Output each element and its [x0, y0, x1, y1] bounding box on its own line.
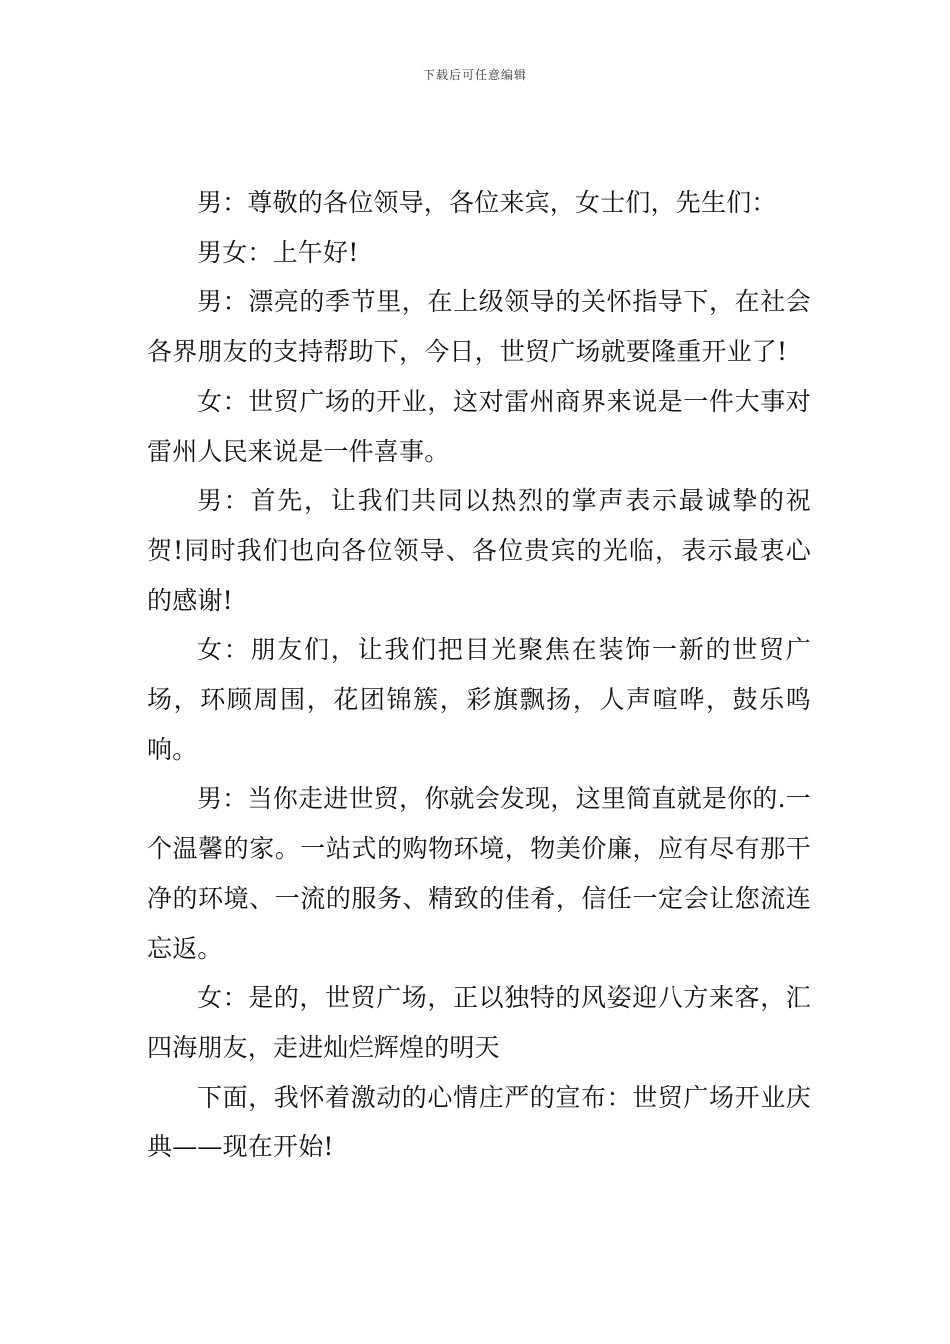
- paragraph-shopping-environment: 男：当你走进世贸，你就会发现，这里简直就是你的.一个温馨的家。一站式的购物环境，物美价廉，应有尽有那干净的环境、一流的服务、精致的佳肴，信任一定会让您流连忘返。: [147, 784, 811, 963]
- paragraph-declaration: 下面，我怀着激动的心情庄严的宣布：世贸广场开业庆典——现在开始!: [147, 1082, 811, 1162]
- paragraph-greeting: 男：尊敬的各位领导，各位来宾，女士们，先生们：: [197, 188, 777, 217]
- paragraph-significance: 女：世贸广场的开业，这对雷州商界来说是一件大事对雷州人民来说是一件喜事。: [147, 386, 811, 466]
- paragraph-scene-description: 女：朋友们，让我们把目光聚焦在装饰一新的世贸广场，环顾周围，花团锦簇，彩旗飘扬，人声喧哗，鼓乐鸣响。: [147, 635, 811, 764]
- page-header-note: 下载后可任意编辑: [422, 68, 527, 82]
- paragraph-good-morning: 男女：上午好!: [197, 237, 359, 267]
- paragraph-opening-announcement: 男：漂亮的季节里，在上级领导的关怀指导下，在社会各界朋友的支持帮助下，今日，世贸广场就要隆重开业了!: [147, 287, 811, 367]
- paragraph-future: 女：是的，世贸广场，正以独特的风姿迎八方来客，汇四海朋友，走进灿烂辉煌的明天: [147, 983, 811, 1062]
- paragraph-congratulations: 男：首先，让我们共同以热烈的掌声表示最诚挚的祝贺!同时我们也向各位领导、各位贵宾的光临，表示最衷心的感谢!: [147, 486, 811, 615]
- document-body: [147, 178, 811, 1172]
